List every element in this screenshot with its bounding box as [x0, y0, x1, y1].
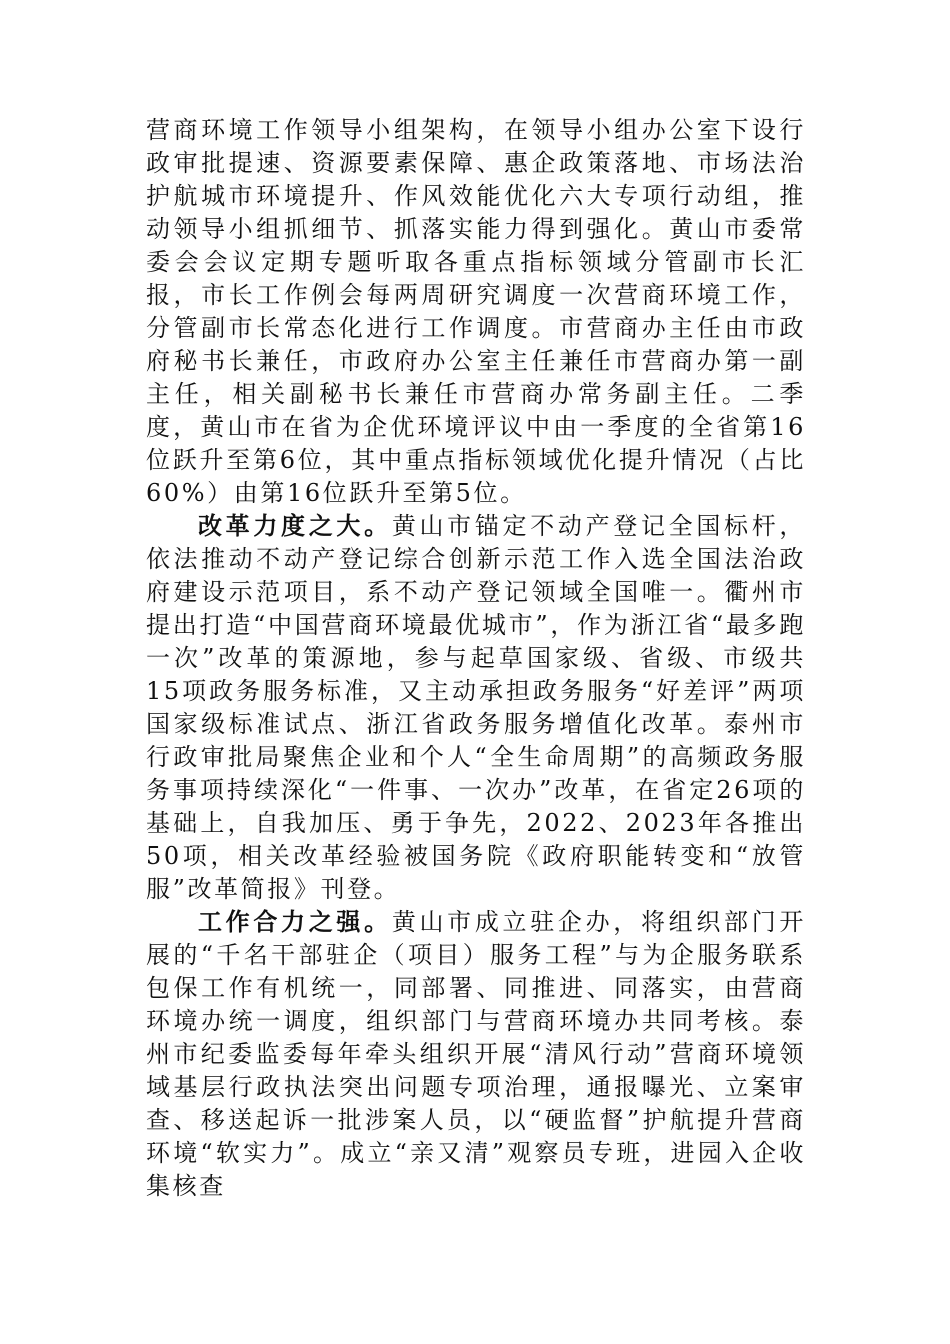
- paragraph-leadership-structure: 营商环境工作领导小组架构，在领导小组办公室下设行政审批提速、资源要素保障、惠企政策落地、市场法治护航城市环境提升、作风效能优化六大专项行动组，推动领导小组抓细节、抓落实能力得到强化。黄山市委常委会会议定期专题听取各重点指标领域分管副市长汇报，市长工作例会每两周研究调度一次营商环境工作，分管副市长常态化进行工作调度。市营商办主任由市政府秘书长兼任，市政府办公室主任兼任市营商办第一副主任，相关副秘书长兼任市营商办常务副主任。二季度，黄山市在省为企优环境评议中由一季度的全省第16位跃升至第6位，其中重点指标领域优化提升情况（占比60%）由第16位跃升至第5位。: [146, 116, 806, 507]
- paragraph-work-synergy: [146, 906, 806, 1203]
- paragraph-reform-body: 黄山市锚定不动产登记全国标杆，依法推动不动产登记综合创新示范工作入选全国法治政府建设示范项目，系不动产登记领域全国唯一。衢州市提出打造“中国营商环境最优城市”，作为浙江省“最多跑一次”改革的策源地，参与起草国家级、省级、市级共15项政务服务标准，又主动承担政务服务“好差评”两项国家级标准试点、浙江省政务服务增值化改革。泰州市行政审批局聚焦企业和个人“全生命周期”的高频政务服务事项持续深化“一件事、一次办”改革，在省定26项的基础上，自我加压、勇于争先，2022、2023年各推出50项，相关改革经验被国务院《政府职能转变和“放管服”改革简报》刊登。: [146, 512, 807, 903]
- paragraph-heading-synergy: 工作合力之强。: [198, 908, 392, 936]
- document-body: [146, 114, 806, 1203]
- paragraph-heading-reform: 改革力度之大。: [198, 512, 392, 540]
- paragraph-synergy-body: 黄山市成立驻企办，将组织部门开展的“千名干部驻企（项目）服务工程”与为企服务联系包保工作有机统一，同部署、同推进、同落实，由营商环境办统一调度，组织部门与营商环境办共同考核。泰州市纪委监委每年牵头组织开展“清风行动”营商环境领域基层行政执法突出问题专项治理，通报曝光、立案审查、移送起诉一批涉案人员，以“硬监督”护航提升营商环境“软实力”。成立“亲又清”观察员专班，进园入企收集核查: [146, 908, 807, 1200]
- paragraph-reform-intensity: [146, 510, 806, 906]
